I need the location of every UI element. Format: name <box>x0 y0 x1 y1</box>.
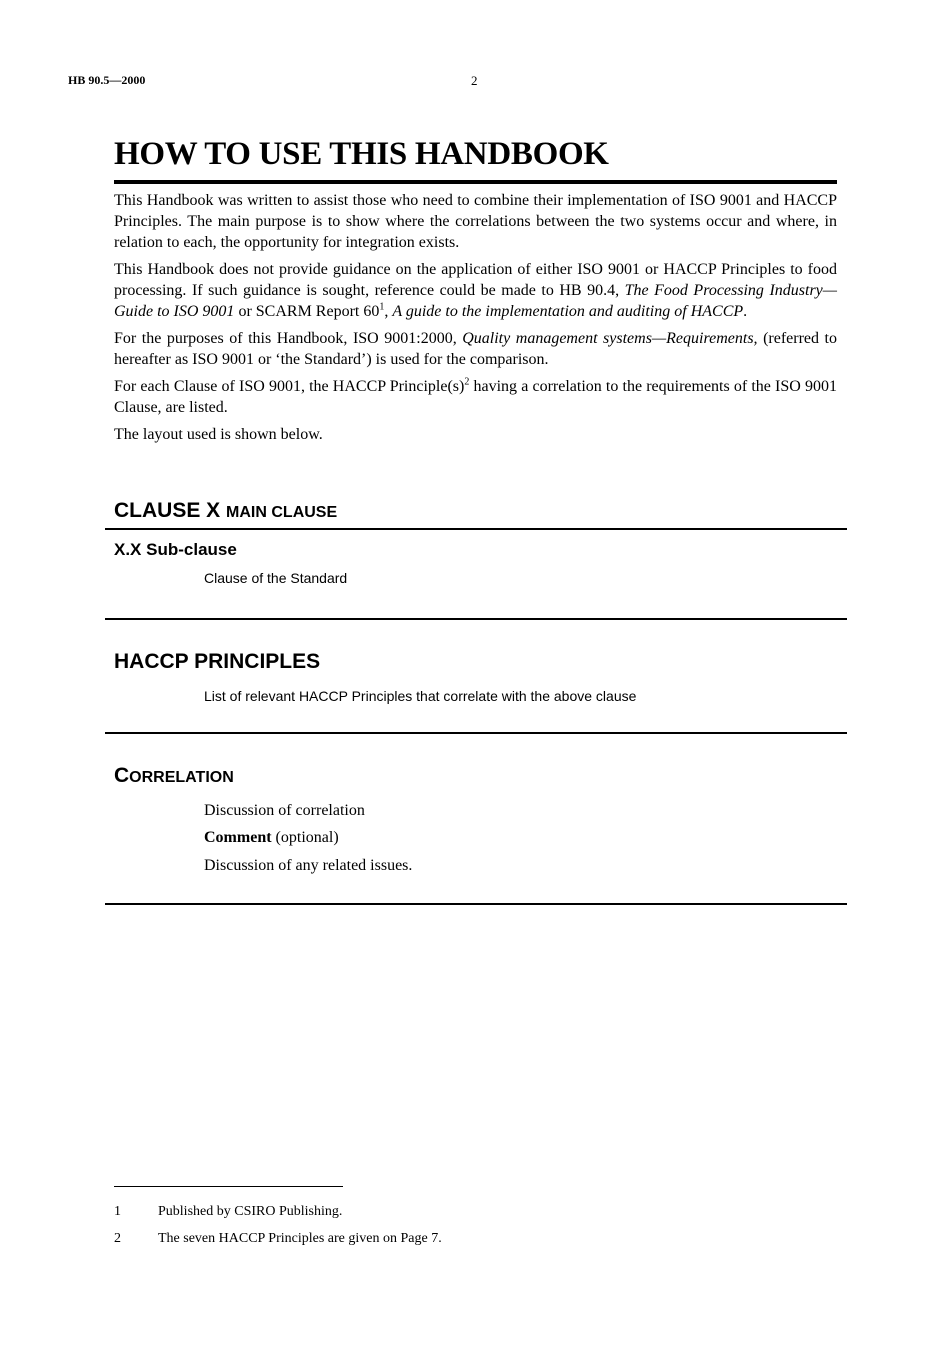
clause-heading <box>114 499 337 523</box>
footnote-separator <box>114 1186 343 1187</box>
correlation-heading <box>114 764 234 788</box>
clause-heading-main: CLAUSE X <box>114 499 221 522</box>
p2-text-d: , <box>384 303 393 320</box>
comment-line <box>204 829 339 847</box>
footnote-1-text: Published by CSIRO Publishing. <box>158 1204 343 1219</box>
comment-suffix: (optional) <box>271 829 339 846</box>
intro-paragraph-4 <box>114 376 837 418</box>
p3-standard-title: Quality management systems—Requirements, <box>462 330 758 347</box>
intro-paragraph-1: This Handbook was written to assist those who need to combine their implementation of ISO 9001 and HACCP Principles. The main purpose is to show where the correlations between the two systems occur and where, in relation to each, the opportunity for integration exists. <box>114 192 837 251</box>
p2-ref-title: The Food Processing Industry—Guide to ISO 9001 <box>114 282 837 320</box>
footnote-2-number: 2 <box>114 1231 121 1246</box>
intro-paragraph-2 <box>114 259 837 322</box>
footnote-1-number: 1 <box>114 1204 121 1219</box>
subclause-text: Clause of the Standard <box>204 570 348 586</box>
correlation-heading-initial: C <box>114 764 130 787</box>
correlation-heading-rest: ORRELATION <box>129 769 234 786</box>
p2-text-f: . <box>743 303 748 320</box>
divider-subclause <box>105 618 847 620</box>
intro-paragraph-3 <box>114 328 837 370</box>
intro-body <box>114 190 837 451</box>
p3-text-a: For the purposes of this Handbook, ISO 9001:2000, <box>114 330 463 347</box>
p2-text-c: or SCARM Report 60 <box>234 303 380 320</box>
divider-haccp <box>105 732 847 734</box>
divider-clause <box>105 528 847 530</box>
haccp-text: List of relevant HACCP Principles that correlate with the above clause <box>204 688 637 704</box>
footnote-ref-1: 1 <box>379 301 385 313</box>
page-title: HOW TO USE THIS HANDBOOK <box>114 136 609 172</box>
subclause-heading: X.X Sub-clause <box>114 540 237 559</box>
footnote-2 <box>114 1231 614 1251</box>
intro-paragraph-5: The layout used is shown below. <box>114 426 323 443</box>
title-underline <box>114 180 837 184</box>
p3-text-c: (referred to hereafter as ISO 9001 or ‘the Standard’) is used for the comparison. <box>114 330 837 368</box>
footnote-ref-2: 2 <box>464 376 470 388</box>
footnote-1 <box>114 1204 614 1224</box>
p4-text-a: For each Clause of ISO 9001, the HACCP Principle(s) <box>114 378 465 395</box>
header-page-number: 2 <box>471 73 478 88</box>
haccp-heading: HACCP PRINCIPLES <box>114 650 321 673</box>
p2-text-a: This Handbook does not provide guidance on the application of either ISO 9001 or HACCP Principles to food processing. If such guidance is sought, reference could be made to HB 90.4, <box>114 261 837 299</box>
footnote-2-text: The seven HACCP Principles are given on Page 7. <box>158 1231 442 1246</box>
comment-label: Comment <box>204 829 272 846</box>
p2-guide-title: A guide to the implementation and auditing of HACCP <box>392 303 744 320</box>
header-doc-code: HB 90.5—2000 <box>68 73 146 87</box>
p4-text-b: having a correlation to the requirements of the ISO 9001 Clause, are listed. <box>114 378 837 416</box>
divider-correlation <box>105 903 847 905</box>
correlation-text: Discussion of correlation <box>204 802 365 819</box>
related-issues-text: Discussion of any related issues. <box>204 857 413 874</box>
clause-heading-sub: MAIN CLAUSE <box>226 504 338 521</box>
